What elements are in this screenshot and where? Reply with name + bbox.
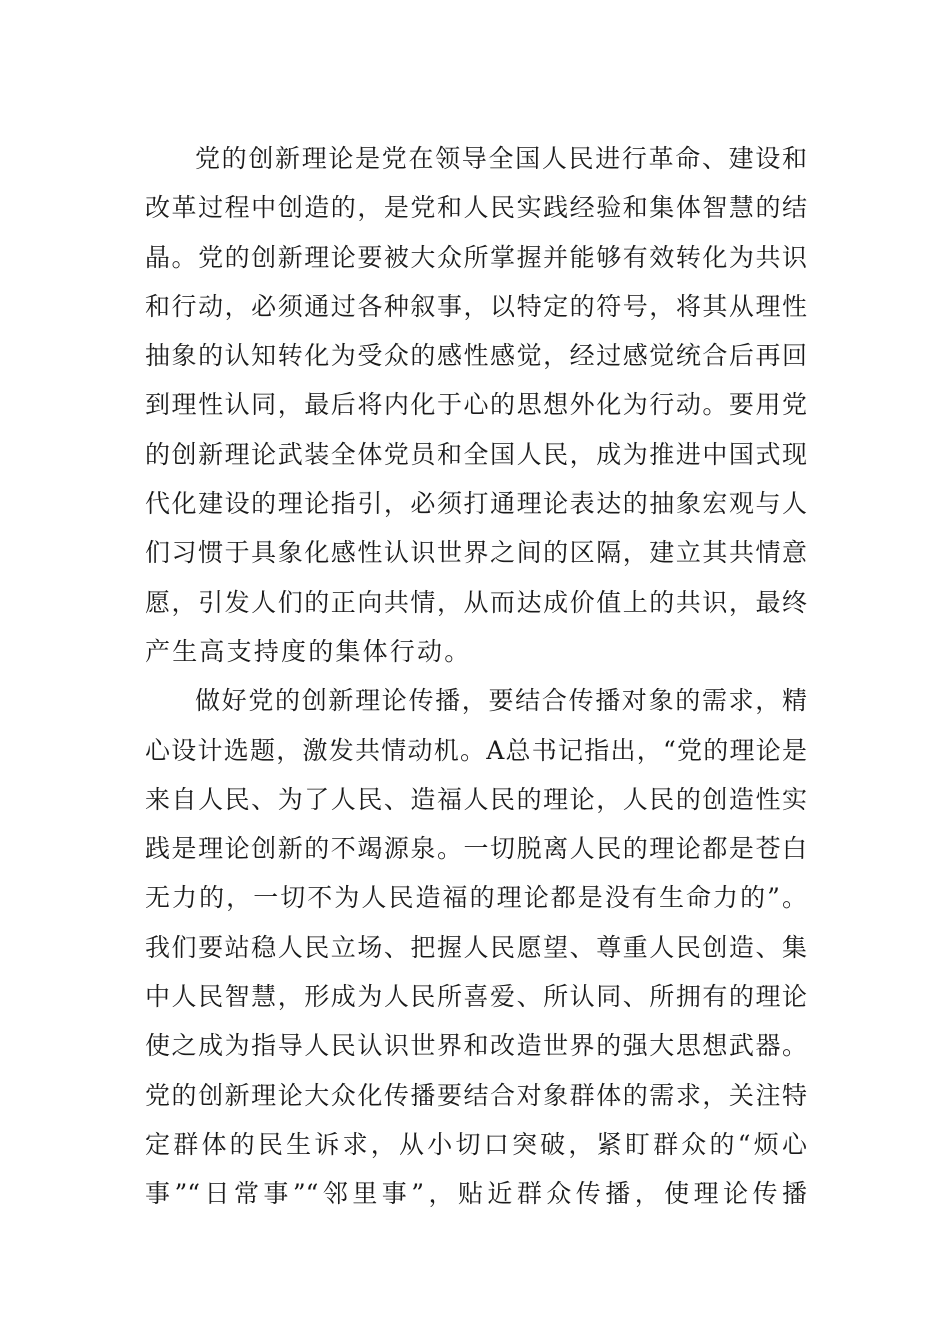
text-line: 们习惯于具象化感性认识世界之间的区隔，建立其共情意 [145,538,807,568]
text-line-last: 产生高支持度的集体行动。 [145,636,472,666]
text-line: 使之成为指导人民认识世界和改造世界的强大思想武器。 [145,1031,807,1061]
text-line: 心设计选题，激发共情动机。A总书记指出，“党的理论是 [145,735,807,765]
paragraph-1 [145,134,807,676]
text-line: 抽象的认知转化为受众的感性感觉，经过感觉统合后再回 [145,341,807,371]
text-line: 代化建设的理论指引，必须打通理论表达的抽象宏观与人 [145,489,807,519]
text-line: 改革过程中创造的，是党和人民实践经验和集体智慧的结 [145,193,807,223]
text-line: 党的创新理论大众化传播要结合对象群体的需求，关注特 [145,1080,807,1110]
text-line: 来自人民、为了人民、造福人民的理论，人民的创造性实 [145,784,807,814]
text-line: 愿，引发人们的正向共情，从而达成价值上的共识，最终 [145,587,807,617]
text-line: 定群体的民生诉求，从小切口突破，紧盯群众的“烦心 [145,1129,807,1159]
text-line: 我们要站稳人民立场、把握人民愿望、尊重人民创造、集 [145,932,807,962]
document-body [145,134,807,1219]
paragraph-2 [145,676,807,1218]
text-line: 践是理论创新的不竭源泉。一切脱离人民的理论都是苍白 [145,834,807,864]
text-line: 和行动，必须通过各种叙事，以特定的符号，将其从理性 [145,291,807,321]
text-line: 晶。党的创新理论要被大众所掌握并能够有效转化为共识 [145,242,807,272]
text-line: 事”“日常事”“邻里事”，贴近群众传播，使理论传播 [145,1179,807,1209]
text-line: 中人民智慧，形成为人民所喜爱、所认同、所拥有的理论 [145,982,807,1012]
text-line: 党的创新理论是党在领导全国人民进行革命、建设和 [195,144,807,173]
text-line: 到理性认同，最后将内化于心的思想外化为行动。要用党 [145,390,807,420]
text-line: 无力的，一切不为人民造福的理论都是没有生命力的”。 [145,883,807,913]
text-line: 的创新理论武装全体党员和全国人民，成为推进中国式现 [145,439,807,469]
text-line: 做好党的创新理论传播，要结合传播对象的需求，精 [195,686,807,716]
